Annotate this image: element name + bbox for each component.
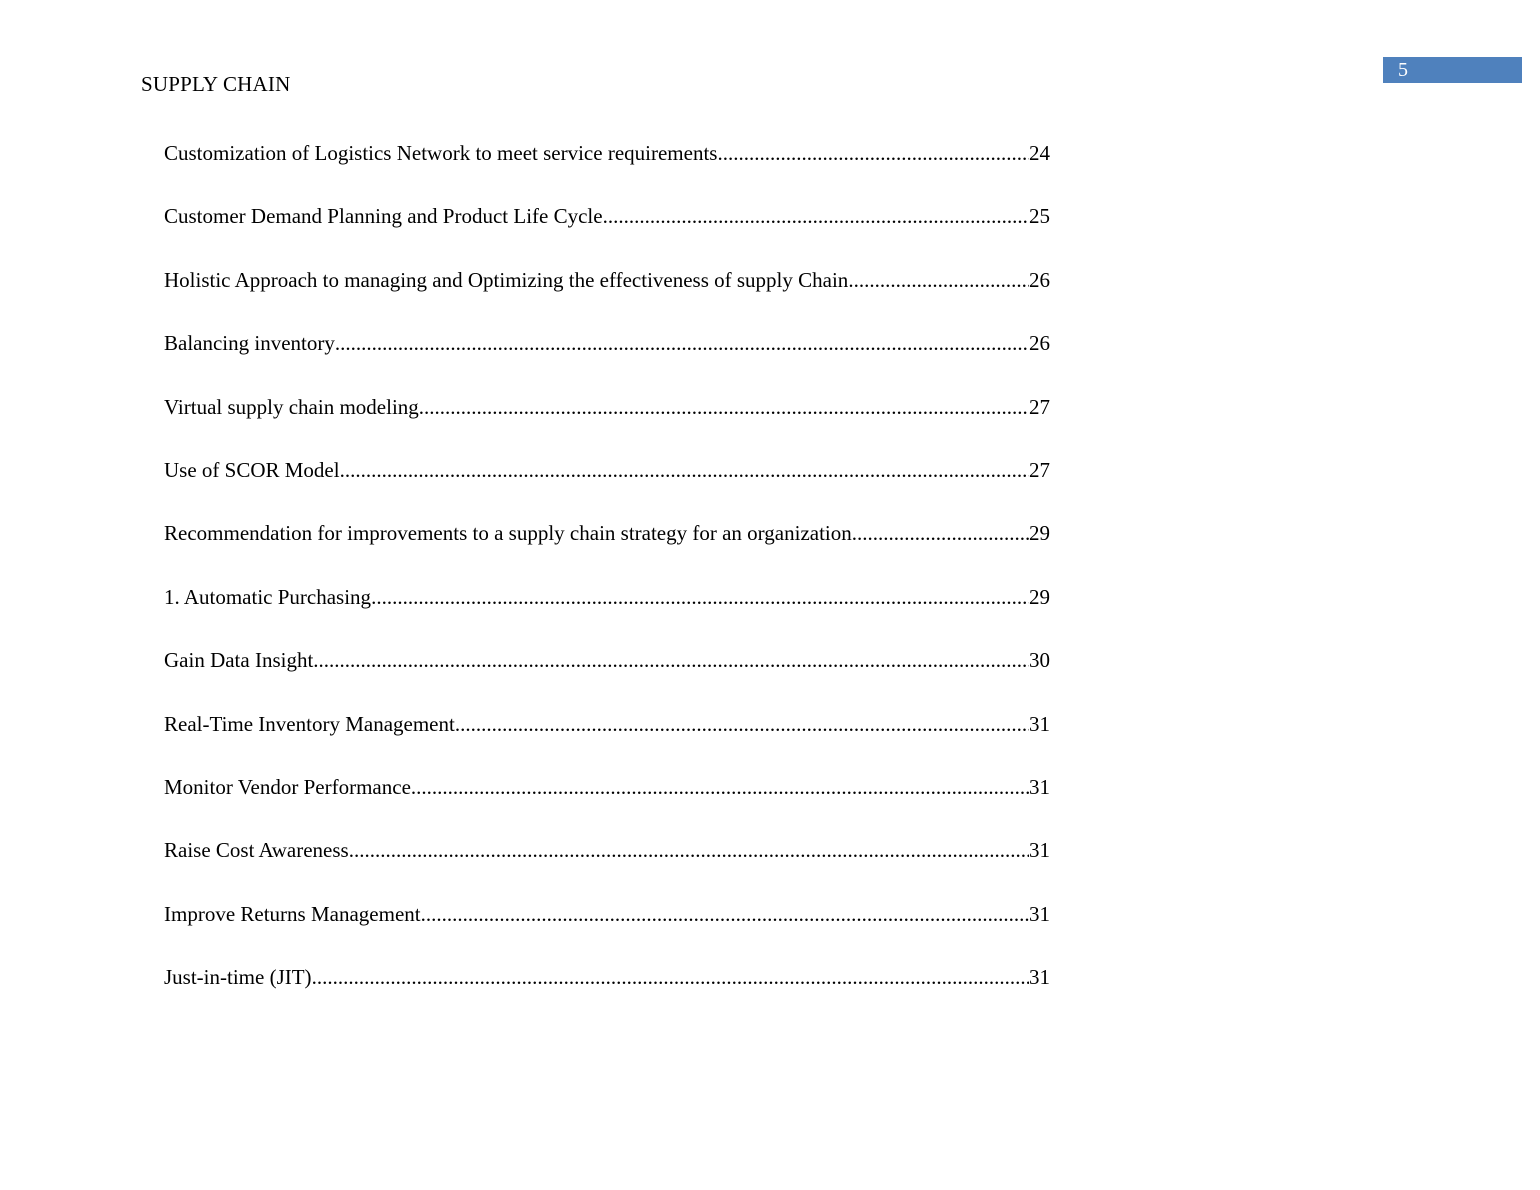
toc-entry-page: 24: [1029, 141, 1050, 165]
toc-dot-leader: [852, 518, 1029, 549]
toc-entry-title: 1. Automatic Purchasing: [164, 584, 372, 609]
toc-entry-page: 26: [1029, 331, 1050, 356]
toc-entry-page: 31: [1029, 711, 1050, 736]
toc-dot-leader: [848, 265, 1029, 296]
toc-entry-page: 29: [1029, 521, 1050, 546]
toc-entry[interactable]: [164, 201, 1050, 264]
toc-entry[interactable]: [164, 709, 1050, 772]
toc-dot-leader: [335, 328, 1029, 359]
toc-entry-page: 31: [1029, 965, 1050, 990]
page-number-badge: 5: [1383, 57, 1522, 83]
toc-entry-page: 26: [1029, 267, 1050, 292]
toc-entry-title: Just-in-time (JIT): [164, 965, 312, 990]
toc-entry-page: 27: [1029, 457, 1050, 482]
toc-entry[interactable]: [164, 328, 1050, 391]
toc-entry[interactable]: [164, 645, 1050, 708]
toc-dot-leader: [411, 772, 1029, 803]
toc-entry[interactable]: [164, 899, 1050, 962]
toc-dot-leader: [371, 582, 1029, 613]
toc-entry[interactable]: [164, 772, 1050, 835]
toc-entry-title: Holistic Approach to managing and Optimizing the effectiveness of supply Chain: [164, 267, 849, 292]
toc-dot-leader: [340, 455, 1029, 486]
toc-entry-page: 30: [1029, 648, 1050, 673]
toc-entry-title: Raise Cost Awareness: [164, 838, 349, 863]
toc-entry-title: Improve Returns Management: [164, 901, 421, 926]
toc-entry-title: Customization of Logistics Network to meet service requirements: [164, 141, 718, 165]
toc-entry-title: Gain Data Insight: [164, 648, 314, 673]
toc-entry-title: Monitor Vendor Performance: [164, 774, 411, 799]
toc-entry-page: 29: [1029, 584, 1050, 609]
toc-entry-page: 31: [1029, 901, 1050, 926]
toc-entry-title: Use of SCOR Model: [164, 457, 340, 482]
toc-entry-page: 25: [1029, 204, 1050, 229]
toc-entry-page: 31: [1029, 838, 1050, 863]
toc-entry-title: Recommendation for improvements to a supply chain strategy for an organization: [164, 521, 852, 546]
toc-entry[interactable]: [164, 455, 1050, 518]
toc-dot-leader: [603, 201, 1029, 232]
running-head: SUPPLY CHAIN: [141, 72, 291, 96]
toc-entry-title: Virtual supply chain modeling: [164, 394, 419, 419]
toc-entry-title: Balancing inventory: [164, 331, 335, 356]
toc-entry-title: Real-Time Inventory Management: [164, 711, 455, 736]
toc-entry[interactable]: [164, 835, 1050, 898]
toc-entry-title: Customer Demand Planning and Product Life Cycle: [164, 204, 603, 229]
toc-entry[interactable]: [164, 265, 1050, 328]
toc-dot-leader: [313, 645, 1029, 676]
toc-dot-leader: [421, 899, 1029, 930]
toc-entry-page: 27: [1029, 394, 1050, 419]
toc-entry-page: 31: [1029, 774, 1050, 799]
toc-entry[interactable]: [164, 392, 1050, 455]
toc-dot-leader: [419, 392, 1029, 423]
toc-entry[interactable]: [164, 518, 1050, 581]
toc-entry[interactable]: [164, 138, 1050, 201]
toc-entry[interactable]: [164, 582, 1050, 645]
toc-dot-leader: [312, 962, 1029, 993]
toc-dot-leader: [455, 709, 1029, 740]
toc-dot-leader: [349, 835, 1029, 866]
toc-dot-leader: [717, 138, 1029, 169]
toc-entry[interactable]: [164, 962, 1050, 1025]
table-of-contents: [164, 138, 1050, 1025]
